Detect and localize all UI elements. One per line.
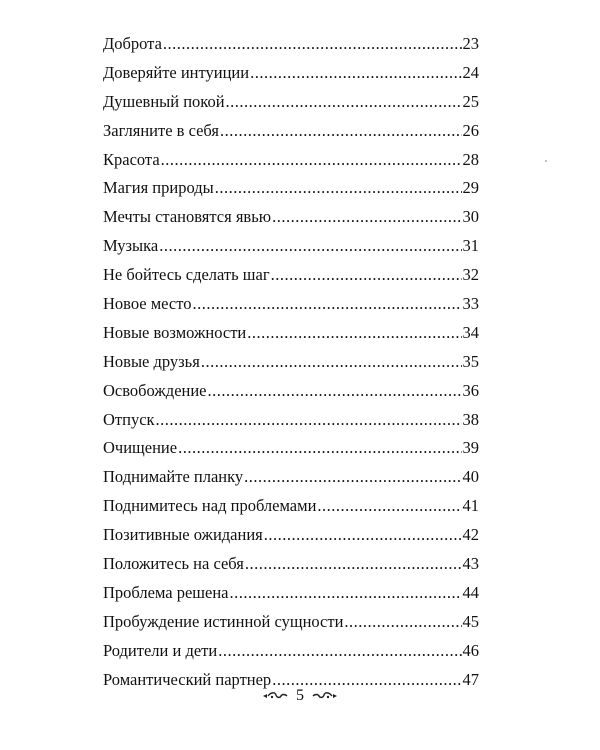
toc-entry-page: 40 bbox=[462, 467, 479, 487]
toc-entry-page: 38 bbox=[462, 409, 479, 429]
toc-entry-page: 28 bbox=[462, 149, 479, 169]
dot-leader bbox=[215, 174, 462, 203]
dot-leader bbox=[226, 88, 462, 117]
toc-entry bbox=[103, 261, 479, 290]
toc-entry bbox=[103, 463, 479, 492]
toc-entry-page: 31 bbox=[462, 236, 479, 256]
dot-leader bbox=[193, 290, 462, 319]
dot-leader bbox=[317, 492, 461, 521]
toc-entry-title: Музыка bbox=[103, 236, 159, 256]
toc-entry-page: 46 bbox=[462, 640, 479, 660]
toc-entry-title: Новое место bbox=[103, 294, 192, 314]
toc-entry-page: 47 bbox=[462, 669, 479, 689]
toc-entry-title: Красота bbox=[103, 149, 160, 169]
page-number: 5 bbox=[296, 687, 304, 705]
toc-entry-page: 41 bbox=[462, 496, 479, 516]
dot-leader bbox=[156, 406, 462, 435]
toc-entry-page: 33 bbox=[462, 294, 479, 314]
flourish-left-icon bbox=[262, 691, 288, 701]
toc-entry bbox=[103, 59, 479, 88]
dot-leader bbox=[201, 348, 462, 377]
dot-leader bbox=[244, 463, 461, 492]
dot-leader bbox=[218, 637, 461, 666]
dot-leader bbox=[271, 261, 462, 290]
dot-leader bbox=[272, 203, 461, 232]
toc-entry bbox=[103, 637, 479, 666]
toc-entry-title: Освобождение bbox=[103, 380, 207, 400]
toc-entry bbox=[103, 492, 479, 521]
dot-leader bbox=[344, 608, 461, 637]
toc-entry bbox=[103, 406, 479, 435]
toc-entry-title: Родители и дети bbox=[103, 640, 218, 660]
toc-entry bbox=[103, 232, 479, 261]
toc-entry bbox=[103, 290, 479, 319]
toc-entry-page: 26 bbox=[462, 120, 479, 140]
table-of-contents bbox=[103, 30, 479, 694]
toc-entry-page: 35 bbox=[462, 351, 479, 371]
toc-entry bbox=[103, 319, 479, 348]
toc-entry bbox=[103, 203, 479, 232]
toc-entry bbox=[103, 550, 479, 579]
toc-entry-title: Новые возможности bbox=[103, 322, 247, 342]
toc-entry-title: Доброта bbox=[103, 34, 162, 53]
toc-entry-title: Очищение bbox=[103, 438, 178, 458]
toc-entry-title: Романтический партнер bbox=[103, 669, 272, 689]
toc-entry-page: 24 bbox=[462, 62, 479, 82]
dot-leader bbox=[245, 550, 462, 579]
dot-leader bbox=[220, 117, 462, 146]
toc-entry-page: 36 bbox=[462, 380, 479, 400]
toc-entry-title: Новые друзья bbox=[103, 351, 200, 371]
dot-leader bbox=[163, 30, 462, 59]
dot-leader bbox=[247, 319, 461, 348]
toc-entry-page: 29 bbox=[462, 178, 479, 198]
paper-speck bbox=[545, 160, 547, 162]
toc-entry-title: Проблема решена bbox=[103, 582, 229, 602]
toc-entry-title: Не бойтесь сделать шаг bbox=[103, 265, 270, 285]
toc-entry-page: 44 bbox=[462, 582, 479, 602]
toc-entry bbox=[103, 348, 479, 377]
toc-entry-title: Загляните в себя bbox=[103, 120, 219, 140]
page-footer bbox=[0, 686, 600, 706]
toc-entry-title: Душевный покой bbox=[103, 91, 225, 111]
toc-entry-page: 39 bbox=[462, 438, 479, 458]
toc-entry bbox=[103, 579, 479, 608]
toc-entry-title: Поднимайте планку bbox=[103, 467, 244, 487]
toc-entry bbox=[103, 174, 479, 203]
flourish-right-icon bbox=[312, 691, 338, 701]
toc-entry-page: 45 bbox=[462, 611, 479, 631]
toc-entry bbox=[103, 30, 479, 59]
dot-leader bbox=[161, 146, 462, 175]
toc-entry-title: Мечты становятся явью bbox=[103, 207, 272, 227]
toc-entry bbox=[103, 117, 479, 146]
dot-leader bbox=[264, 521, 462, 550]
toc-entry-title: Позитивные ожидания bbox=[103, 525, 263, 545]
toc-entry-page: 34 bbox=[462, 322, 479, 342]
toc-entry-title: Положитесь на себя bbox=[103, 554, 244, 574]
toc-entry-title: Отпуск bbox=[103, 409, 155, 429]
dot-leader bbox=[208, 377, 462, 406]
toc-entry-page: 43 bbox=[462, 554, 479, 574]
toc-entry bbox=[103, 377, 479, 406]
toc-entry-page: 42 bbox=[462, 525, 479, 545]
dot-leader bbox=[230, 579, 462, 608]
toc-entry bbox=[103, 434, 479, 463]
toc-entry-page: 30 bbox=[462, 207, 479, 227]
toc-entry-title: Поднимитесь над проблемами bbox=[103, 496, 317, 516]
toc-entry bbox=[103, 608, 479, 637]
toc-entry bbox=[103, 146, 479, 175]
toc-entry bbox=[103, 521, 479, 550]
toc-entry bbox=[103, 88, 479, 117]
dot-leader bbox=[250, 59, 461, 88]
toc-entry-title: Пробуждение истинной сущности bbox=[103, 611, 344, 631]
dot-leader bbox=[159, 232, 461, 261]
toc-entry-page: 32 bbox=[462, 265, 479, 285]
dot-leader bbox=[178, 434, 461, 463]
toc-entry-page: 25 bbox=[462, 91, 479, 111]
toc-entry-title: Доверяйте интуиции bbox=[103, 62, 250, 82]
toc-entry-page: 23 bbox=[462, 34, 479, 53]
toc-entry-title: Магия природы bbox=[103, 178, 214, 198]
